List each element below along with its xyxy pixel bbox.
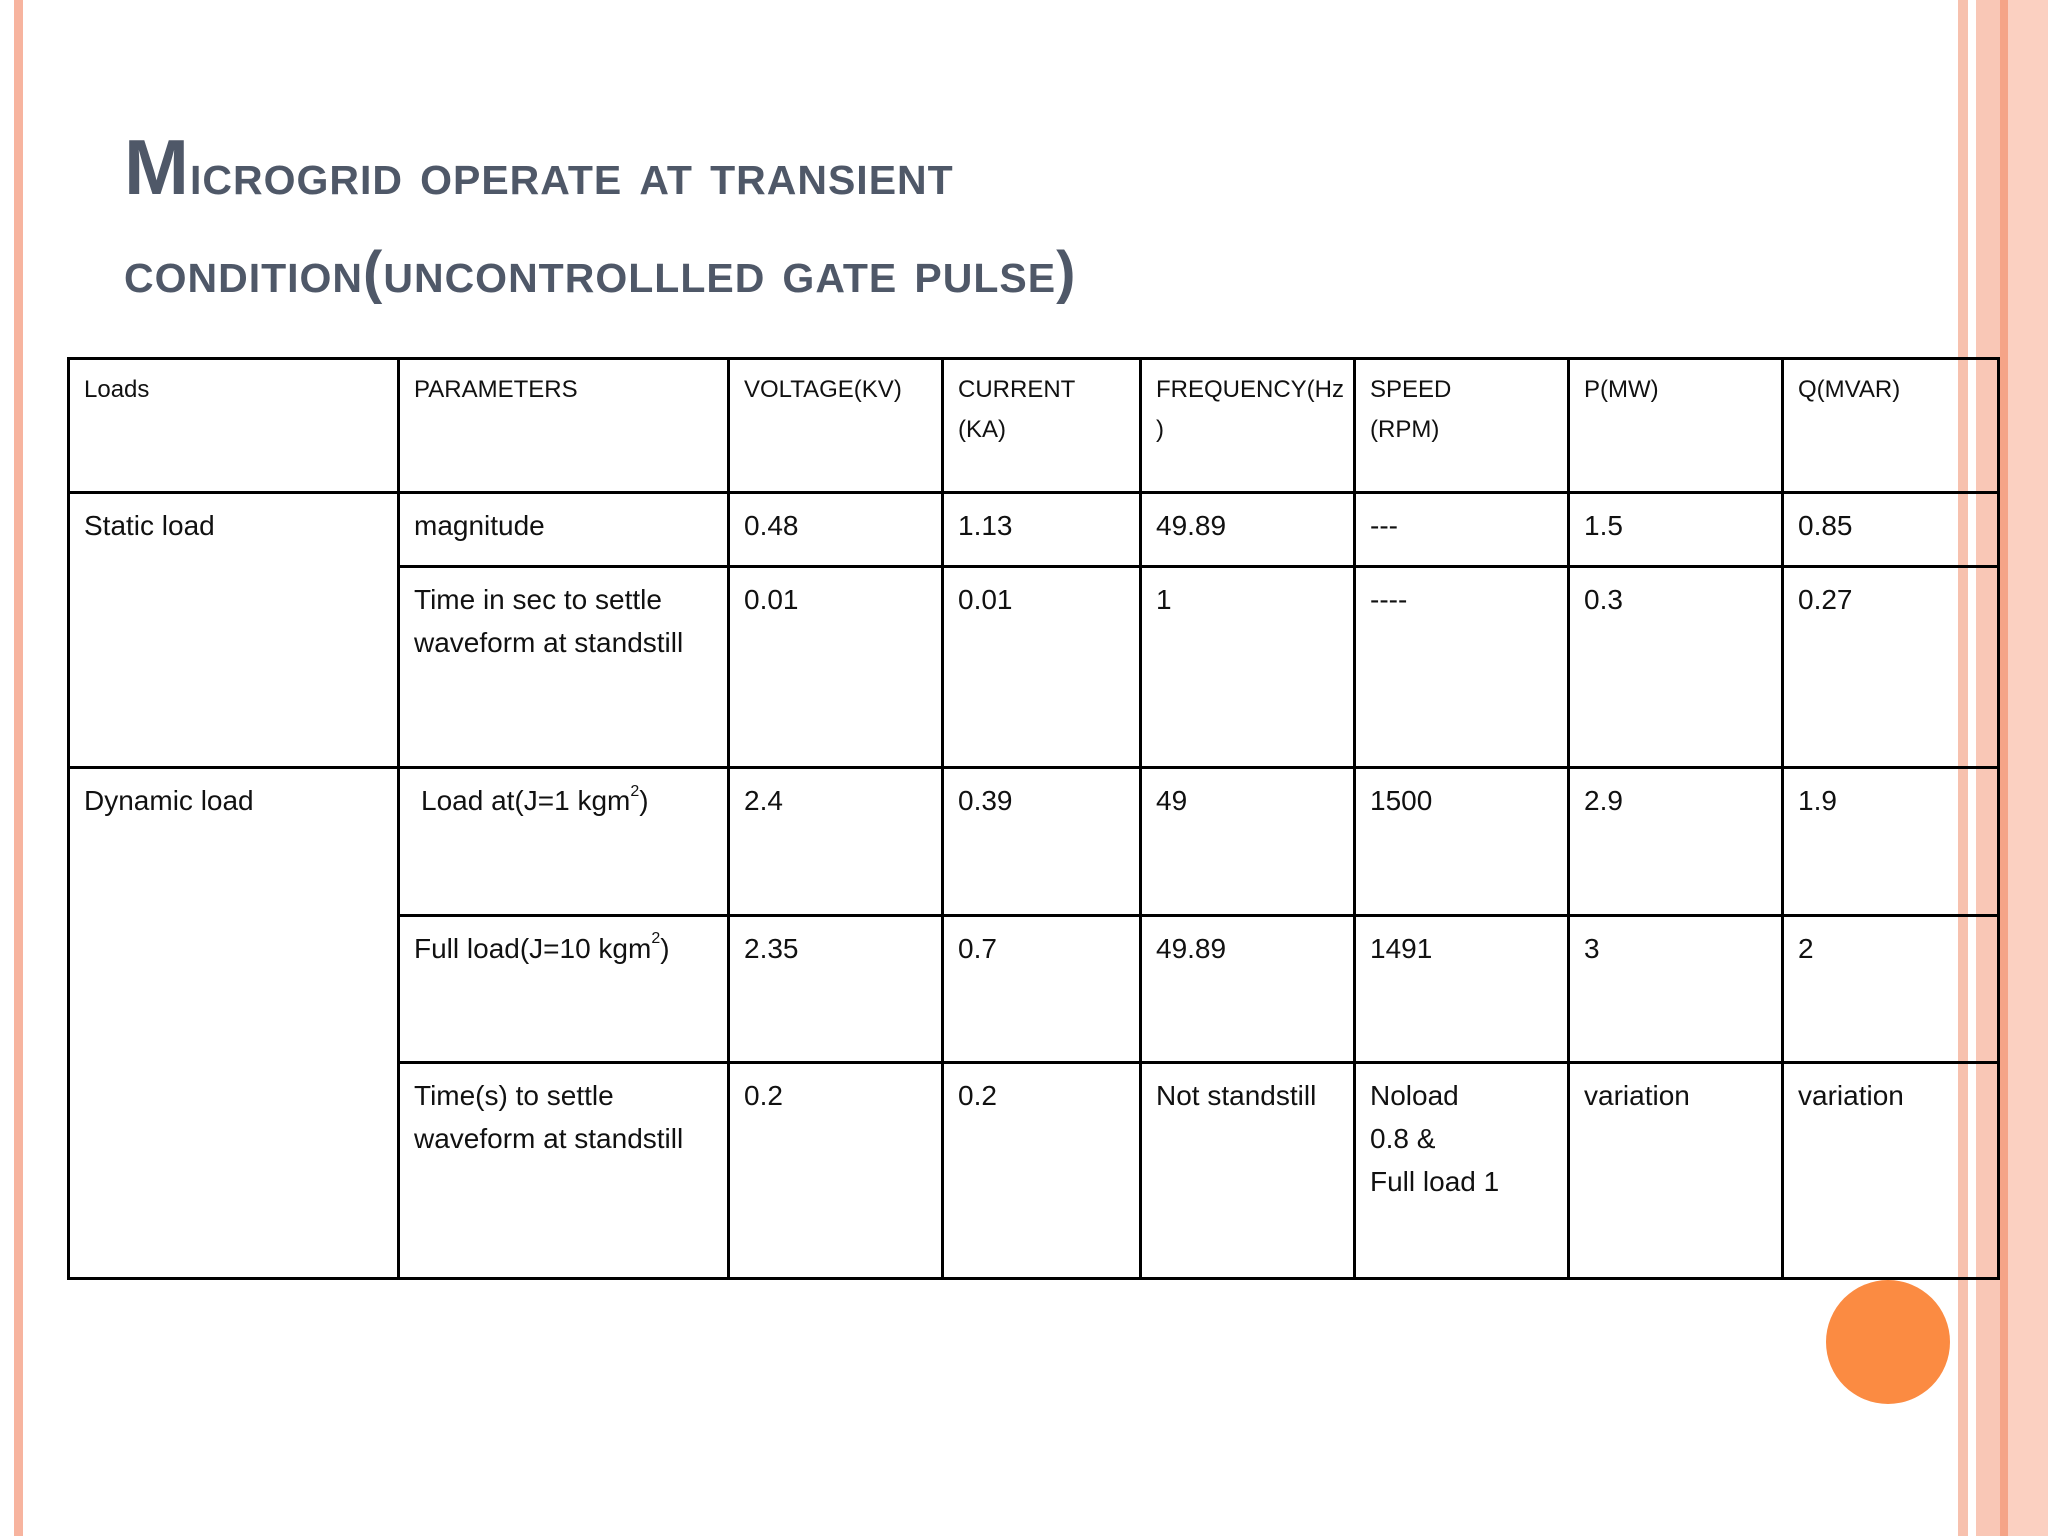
header-loads: Loads bbox=[69, 359, 399, 493]
current-cell: 0.2 bbox=[943, 1062, 1141, 1278]
parameter-cell: magnitude bbox=[399, 493, 729, 567]
parameter-cell: Load at(J=1 kgm$^2$) bbox=[399, 768, 729, 915]
q-cell: 0.27 bbox=[1783, 567, 1999, 768]
header-row bbox=[69, 359, 1999, 493]
voltage-cell: 0.2 bbox=[729, 1062, 943, 1278]
voltage-cell: 0.48 bbox=[729, 493, 943, 567]
speed-cell: ---- bbox=[1355, 567, 1569, 768]
frequency-cell: Not standstill bbox=[1141, 1062, 1355, 1278]
table-row bbox=[69, 493, 1999, 567]
current-cell: 0.39 bbox=[943, 768, 1141, 915]
parameter-cell: Time(s) to settle waveform at standstill bbox=[399, 1062, 729, 1278]
header-speed: SPEED (RPM) bbox=[1355, 359, 1569, 493]
left-decorative-stripe bbox=[14, 0, 23, 1536]
q-cell: 0.85 bbox=[1783, 493, 1999, 567]
voltage-cell: 2.4 bbox=[729, 768, 943, 915]
q-cell: variation bbox=[1783, 1062, 1999, 1278]
voltage-cell: 2.35 bbox=[729, 915, 943, 1062]
table-row bbox=[69, 768, 1999, 915]
frequency-cell: 49.89 bbox=[1141, 493, 1355, 567]
current-cell: 0.01 bbox=[943, 567, 1141, 768]
q-cell: 1.9 bbox=[1783, 768, 1999, 915]
p-cell: variation bbox=[1569, 1062, 1783, 1278]
right-decorative-stripe bbox=[2008, 0, 2048, 1536]
parameter-cell: Time in sec to settle waveform at standstill bbox=[399, 567, 729, 768]
header-q: Q(MVAR) bbox=[1783, 359, 1999, 493]
speed-cell: Noload 0.8 & Full load 1 bbox=[1355, 1062, 1569, 1278]
header-parameters: PARAMETERS bbox=[399, 359, 729, 493]
speed-cell: 1500 bbox=[1355, 768, 1569, 915]
title-line-2: condition(uncontrollled gate pulse) bbox=[124, 240, 1077, 305]
results-table bbox=[67, 357, 2000, 1280]
p-cell: 2.9 bbox=[1569, 768, 1783, 915]
q-cell: 2 bbox=[1783, 915, 1999, 1062]
speed-cell: --- bbox=[1355, 493, 1569, 567]
slide-title bbox=[124, 118, 1864, 322]
decorative-circle bbox=[1826, 1280, 1950, 1404]
load-cell-dynamic: Dynamic load bbox=[69, 768, 399, 1279]
p-cell: 0.3 bbox=[1569, 567, 1783, 768]
frequency-cell: 49.89 bbox=[1141, 915, 1355, 1062]
load-cell-static: Static load bbox=[69, 493, 399, 768]
header-current: CURRENT (KA) bbox=[943, 359, 1141, 493]
frequency-cell: 49 bbox=[1141, 768, 1355, 915]
title-line-1: Microgrid operate at transient bbox=[124, 123, 954, 211]
parameter-cell: Full load(J=10 kgm$^2$) bbox=[399, 915, 729, 1062]
right-decorative-stripe bbox=[2000, 0, 2008, 1536]
speed-cell: 1491 bbox=[1355, 915, 1569, 1062]
voltage-cell: 0.01 bbox=[729, 567, 943, 768]
p-cell: 1.5 bbox=[1569, 493, 1783, 567]
frequency-cell: 1 bbox=[1141, 567, 1355, 768]
header-p: P(MW) bbox=[1569, 359, 1783, 493]
current-cell: 1.13 bbox=[943, 493, 1141, 567]
current-cell: 0.7 bbox=[943, 915, 1141, 1062]
header-voltage: VOLTAGE(KV) bbox=[729, 359, 943, 493]
header-frequency: FREQUENCY(Hz ) bbox=[1141, 359, 1355, 493]
p-cell: 3 bbox=[1569, 915, 1783, 1062]
